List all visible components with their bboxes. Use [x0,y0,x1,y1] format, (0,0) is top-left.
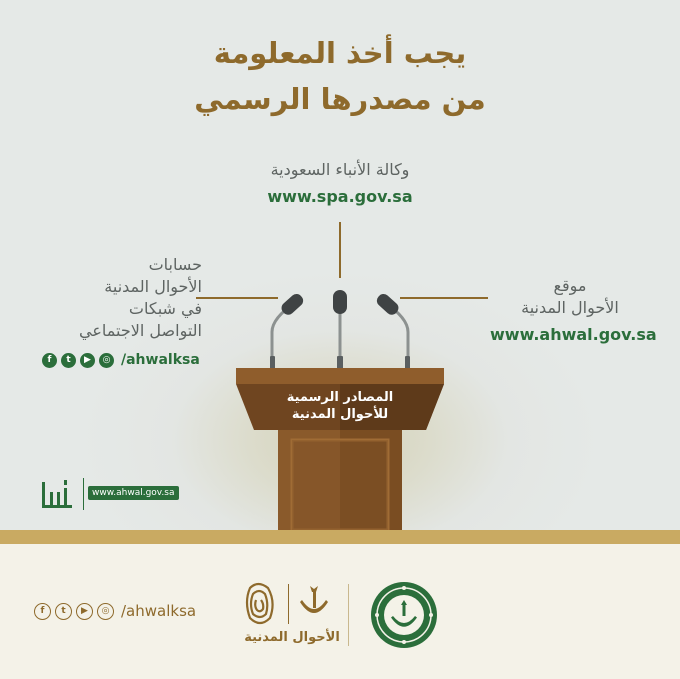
social-label-1: حسابات [148,255,202,274]
social-label-2: الأحوال المدنية [104,277,202,296]
absher-logo [40,476,74,512]
podium-label-1: المصادر الرسمية [286,390,394,405]
instagram-icon[interactable]: ◎ [97,603,114,620]
podium-label-2: للأحوال المدنية [291,407,389,422]
ministry-seal-logo [369,580,439,650]
headline-line-1: يجب أخذ المعلومة [213,36,467,70]
footer-band [0,530,680,544]
footer-social-handle[interactable]: /ahwalksa [121,602,197,620]
youtube-icon[interactable]: ▶ [80,353,95,368]
youtube-icon[interactable]: ▶ [76,603,93,620]
social-links-footer [34,602,196,620]
ahwal-logo-text: الأحوال المدنية [244,630,340,645]
absher-divider [83,478,84,510]
headline-line-2: من مصدرها الرسمي [194,82,486,116]
facebook-icon[interactable]: f [42,353,57,368]
website-label-1: موقع [553,276,587,295]
social-label-4: التواصل الاجتماعي [79,321,202,340]
twitter-icon[interactable]: t [55,603,72,620]
absher-url[interactable]: www.ahwal.gov.sa [88,486,179,500]
ahwal-logo [240,578,346,630]
instagram-icon[interactable]: ◎ [99,353,114,368]
website-label-2: الأحوال المدنية [521,298,619,317]
social-label-3: في شبكات [128,299,202,318]
footer-divider [348,584,349,646]
website-url[interactable]: www.ahwal.gov.sa [490,325,657,344]
spa-name: وكالة الأنباء السعودية [270,160,410,179]
facebook-icon[interactable]: f [34,603,51,620]
twitter-icon[interactable]: t [61,353,76,368]
social-handle[interactable]: /ahwalksa [121,352,200,368]
spa-url[interactable]: www.spa.gov.sa [267,187,413,206]
